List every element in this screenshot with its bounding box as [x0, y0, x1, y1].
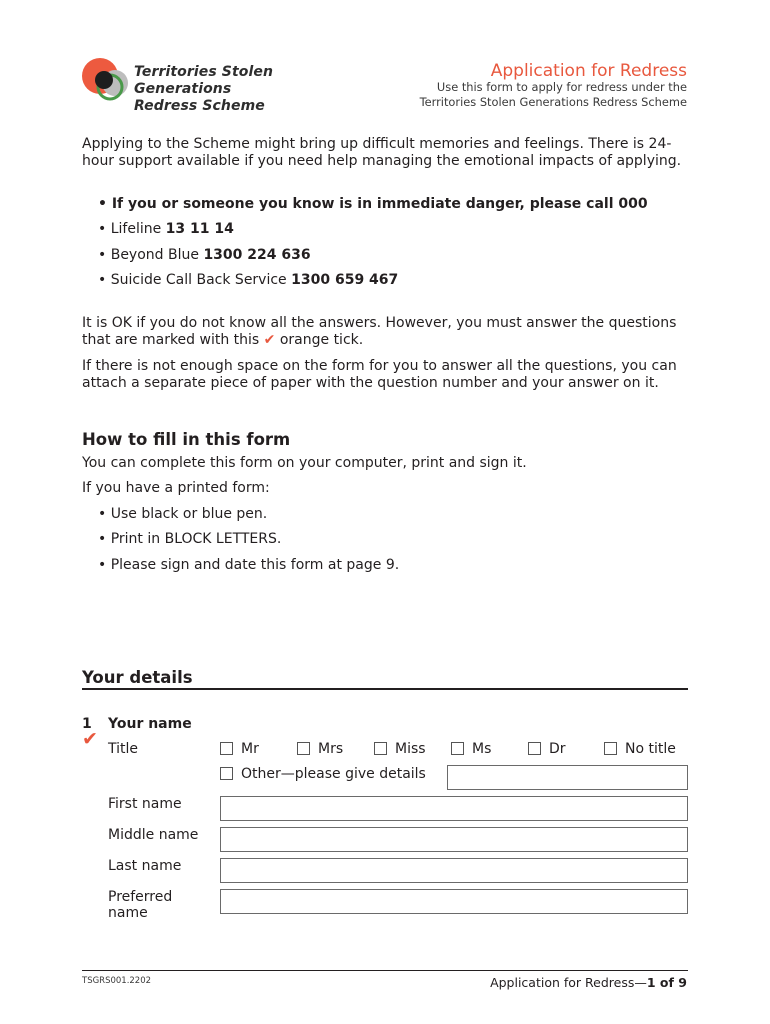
- title-option-mrs-label: Mrs: [318, 741, 344, 757]
- bullet-suicide-callback: • Suicide Call Back Service 1300 659 467: [98, 272, 399, 288]
- how-to-heading: How to fill in this form: [82, 430, 291, 449]
- title-option-mr[interactable]: [220, 741, 259, 759]
- last-name-field[interactable]: [220, 858, 688, 883]
- title-label: Title: [108, 741, 139, 757]
- title-option-no-title-label: No title: [625, 741, 676, 757]
- how-to-bullet-sign: • Please sign and date this form at page 9.: [98, 557, 400, 573]
- extra-space-note: If there is not enough space on the form for you to answer all the questions, you can attach a separate piece of paper with the question number and your answer on it.: [82, 358, 677, 391]
- suicide-callback-number: 1300 659 467: [291, 272, 399, 288]
- how-to-bullet-pen-text: Use black or blue pen.: [110, 506, 268, 522]
- subtitle-line-2: Territories Stolen Generations Redress Scheme: [419, 95, 687, 109]
- checkbox-dr[interactable]: [528, 742, 541, 755]
- title-option-no-title[interactable]: [604, 741, 676, 759]
- form-title: Application for Redress: [490, 61, 687, 81]
- page-prefix: Application for Redress—: [490, 975, 647, 990]
- checkbox-other[interactable]: [220, 767, 233, 780]
- title-option-miss[interactable]: [374, 741, 426, 759]
- title-option-dr[interactable]: [528, 741, 566, 759]
- title-option-other-label: Other—please give details: [241, 766, 426, 782]
- title-option-mrs[interactable]: [297, 741, 343, 759]
- lifeline-number: 13 11 14: [165, 221, 234, 237]
- title-option-ms[interactable]: [451, 741, 491, 759]
- support-intro: Applying to the Scheme might bring up difficult memories and feelings. There is 24-hour support available if you need help managing the emotional impacts of applying.: [82, 136, 682, 169]
- logo-mark-icon: [80, 56, 132, 102]
- scheme-logo: [80, 56, 350, 114]
- form-subtitle: [420, 80, 687, 110]
- how-to-bullet-pen: • Use black or blue pen.: [98, 506, 268, 522]
- first-name-field[interactable]: [220, 796, 688, 821]
- checkbox-no-title[interactable]: [604, 742, 617, 755]
- other-title-field[interactable]: [447, 765, 688, 790]
- last-name-label: Last name: [108, 858, 182, 874]
- section-divider: [82, 688, 688, 690]
- your-details-heading: Your details: [82, 668, 193, 687]
- middle-name-label: Middle name: [108, 827, 199, 843]
- required-note-text: It is OK if you do not know all the answers. However, you must answer the questions that are marked with this: [82, 315, 677, 348]
- how-to-bullet-block-text: Print in BLOCK LETTERS.: [110, 531, 282, 547]
- suicide-callback-label: Suicide Call Back Service: [110, 272, 292, 288]
- checkbox-mr[interactable]: [220, 742, 233, 755]
- form-code: TSGRS001.2202: [82, 976, 152, 986]
- how-to-bullet-sign-text: Please sign and date this form at page 9.: [110, 557, 400, 573]
- preferred-name-label-line-2: name: [108, 905, 148, 921]
- beyond-blue-label: Beyond Blue: [110, 247, 204, 263]
- how-to-bullet-block: • Print in BLOCK LETTERS.: [98, 531, 282, 547]
- question-title: Your name: [108, 716, 192, 732]
- preferred-name-field[interactable]: [220, 889, 688, 914]
- required-note: [82, 315, 692, 349]
- lifeline-label: Lifeline: [110, 221, 166, 237]
- beyond-blue-number: 1300 224 636: [203, 247, 311, 263]
- bullet-beyond-blue: • Beyond Blue 1300 224 636: [98, 247, 311, 263]
- page-number: 1 of 9: [646, 975, 687, 990]
- orange-tick-icon: ✔: [263, 332, 276, 348]
- preferred-name-label: [108, 889, 172, 921]
- bullet-danger-text: If you or someone you know is in immediate danger, please call 000: [111, 196, 648, 212]
- bullet-lifeline: • Lifeline 13 11 14: [98, 221, 234, 237]
- how-to-line-1: You can complete this form on your computer, print and sign it.: [82, 455, 527, 471]
- checkbox-mrs[interactable]: [297, 742, 310, 755]
- bullet-danger: • If you or someone you know is in immediate danger, please call 000: [98, 196, 648, 212]
- subtitle-line-1: Use this form to apply for redress under the: [436, 80, 687, 94]
- title-option-other[interactable]: [220, 766, 426, 784]
- checkbox-miss[interactable]: [374, 742, 387, 755]
- footer-divider: [82, 970, 688, 971]
- first-name-label: First name: [108, 796, 182, 812]
- page-indicator: [490, 975, 687, 990]
- logo-line-1: Territories Stolen Generations: [134, 64, 274, 97]
- checkbox-ms[interactable]: [451, 742, 464, 755]
- title-option-mr-label: Mr: [241, 741, 259, 757]
- title-option-ms-label: Ms: [472, 741, 492, 757]
- title-option-dr-label: Dr: [549, 741, 566, 757]
- required-note-end: orange tick.: [275, 332, 364, 348]
- logo-text: [134, 64, 350, 115]
- middle-name-field[interactable]: [220, 827, 688, 852]
- question-number: 1: [82, 716, 92, 732]
- preferred-name-label-line-1: Preferred: [108, 889, 173, 905]
- title-option-miss-label: Miss: [395, 741, 426, 757]
- logo-line-2: Redress Scheme: [134, 98, 265, 114]
- required-tick-icon: ✔: [82, 728, 98, 750]
- how-to-line-2: If you have a printed form:: [82, 480, 270, 496]
